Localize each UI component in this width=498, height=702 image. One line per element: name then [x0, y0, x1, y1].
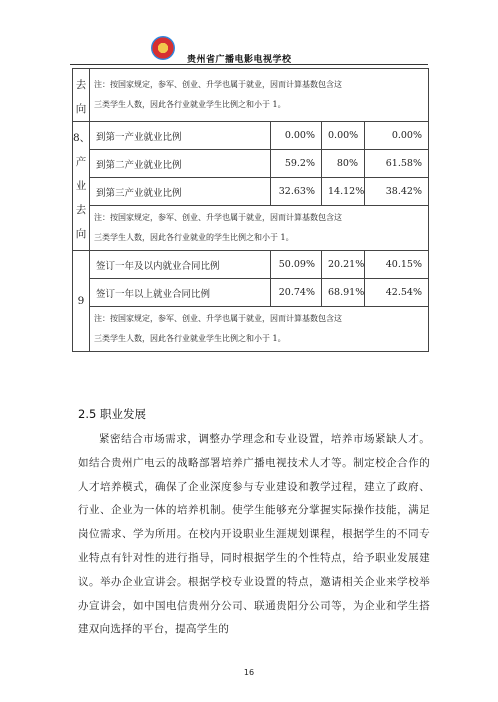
school-name: 贵州省广播电影电视学校 — [187, 55, 292, 65]
table-row — [73, 206, 429, 251]
table-row — [73, 307, 429, 352]
value-cell: 20.74% — [271, 279, 322, 307]
table-note: 注：按国家规定，参军、创业、升学也属于就业，因而计算基数包含这 三类学生人数，因此各行业就业学生比例之和小于 1。 — [90, 69, 429, 122]
school-logo-icon — [151, 36, 175, 60]
row-label: 签订一年及以内就业合同比例 — [90, 251, 271, 279]
row-label: 到第二产业就业比例 — [90, 150, 271, 178]
value-cell: 14.12% — [322, 178, 365, 206]
value-cell: 0.00% — [322, 122, 365, 150]
table-row — [73, 122, 429, 150]
value-cell: 59.2% — [271, 150, 322, 178]
value-cell: 42.54% — [365, 279, 429, 307]
value-cell: 20.21% — [322, 251, 365, 279]
value-cell: 40.15% — [365, 251, 429, 279]
page-header — [0, 0, 498, 66]
row-label: 到第一产业就业比例 — [90, 122, 271, 150]
table-note: 注：按国家规定，参军、创业、升学也属于就业，因而计算基数包含这 三类学生人数，因此各行业就业学生比例之和小于 1。 — [90, 307, 429, 352]
value-cell: 38.42% — [365, 178, 429, 206]
value-cell: 0.00% — [365, 122, 429, 150]
value-cell: 32.63% — [271, 178, 322, 206]
table-row — [73, 69, 429, 122]
value-cell: 68.91% — [322, 279, 365, 307]
table-stub-cell: 9 — [73, 251, 90, 352]
row-label: 到第三产业就业比例 — [90, 178, 271, 206]
table-row — [73, 251, 429, 279]
table-stub-cell: 去 向 — [73, 69, 90, 122]
page-number: 16 — [243, 668, 255, 677]
value-cell: 80% — [322, 150, 365, 178]
value-cell: 50.09% — [271, 251, 322, 279]
header-divider — [70, 64, 428, 65]
value-cell: 61.58% — [365, 150, 429, 178]
section-heading: 2.5 职业发展 — [78, 407, 146, 421]
table-row — [73, 279, 429, 307]
table-stub-cell: 8、 产 业 去 向 — [73, 122, 90, 251]
employment-table — [72, 68, 429, 352]
body-text — [78, 428, 430, 642]
value-cell: 0.00% — [271, 122, 322, 150]
row-label: 签订一年以上就业合同比例 — [90, 279, 271, 307]
table-note: 注：按国家规定，参军、创业、升学也属于就业，因而计算基数包含这 三类学生人数，因此各行业就业的学生比例之和小于 1。 — [90, 206, 429, 251]
table-row — [73, 178, 429, 206]
paragraph: 紧密结合市场需求，调整办学理念和专业设置，培养市场紧缺人才。如结合贵州广电云的战略部署培养广播电视技术人才等。制定校企合作的人才培养模式，确保了企业深度参与专业建设和教学过程，建立了政府、行业、企业为一体的培养机制。使学生能够充分掌握实际操作技能，满足岗位需求、学为所用。在校内开设职业生涯规划课程，根据学生的不同专业特点有针对性的进行指导，同时根据学生的个性特点，给予职业发展建议。举办企业宣讲会。根据学校专业设置的特点，邀请相关企业来学校举办宣讲会，如中国电信贵州分公司、联通贵阳分公司等，为企业和学生搭建双向选择的平台，提高学生的 — [78, 433, 430, 636]
table-row — [73, 150, 429, 178]
